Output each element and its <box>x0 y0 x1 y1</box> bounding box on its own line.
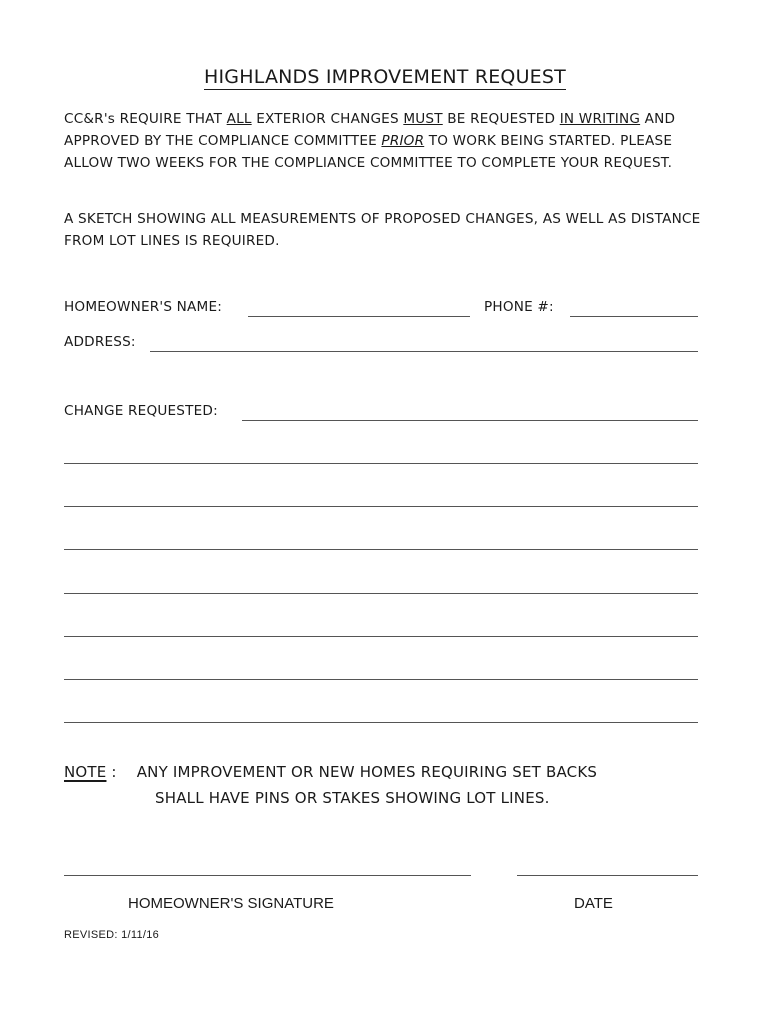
intro-emphasis-must: MUST <box>403 111 443 127</box>
homeowner-name-field[interactable] <box>248 316 470 317</box>
address-label: ADDRESS: <box>64 334 136 350</box>
date-field[interactable] <box>517 875 698 876</box>
intro-emphasis-prior: PRIOR <box>381 133 425 149</box>
intro-text: EXTERIOR CHANGES <box>251 111 404 127</box>
change-requested-continuation-line[interactable] <box>64 463 698 464</box>
intro-text: AND APPROVED BY THE COMPLIANCE COMMITTEE <box>64 111 676 149</box>
intro-text: BE REQUESTED <box>442 111 560 127</box>
change-requested-continuation-line[interactable] <box>64 722 698 723</box>
intro-emphasis-in-writing: IN WRITING <box>559 111 641 127</box>
homeowner-signature-field[interactable] <box>64 875 471 876</box>
form-title-text: HIGHLANDS IMPROVEMENT REQUEST <box>204 66 566 88</box>
change-requested-field[interactable] <box>242 420 698 421</box>
revised-date: REVISED: 1/11/16 <box>64 929 160 941</box>
homeowner-name-label: HOMEOWNER'S NAME: <box>64 299 223 315</box>
change-requested-continuation-line[interactable] <box>64 593 698 594</box>
date-label: DATE <box>574 895 613 912</box>
change-requested-continuation-line[interactable] <box>64 636 698 637</box>
phone-label: PHONE #: <box>484 299 554 315</box>
phone-field[interactable] <box>570 316 698 317</box>
note-text-2: SHALL HAVE PINS OR STAKES SHOWING LOT LINES. <box>155 789 550 807</box>
change-requested-continuation-line[interactable] <box>64 549 698 550</box>
note-line-1 <box>64 763 597 781</box>
change-requested-continuation-line[interactable] <box>64 506 698 507</box>
note-text-1: ANY IMPROVEMENT OR NEW HOMES REQUIRING SET BACKS <box>136 763 598 781</box>
change-requested-continuation-line[interactable] <box>64 679 698 680</box>
note-heading: NOTE <box>64 763 107 781</box>
address-field[interactable] <box>150 351 698 352</box>
intro-text: TO WORK BEING STARTED. PLEASE ALLOW TWO WEEKS FOR THE COMPLIANCE COMMITTEE TO COMPLETE YOUR REQUEST. <box>64 133 673 171</box>
note-separator: : <box>106 763 117 781</box>
form-title <box>0 66 770 88</box>
change-requested-label: CHANGE REQUESTED: <box>64 403 218 419</box>
intro-paragraph <box>64 108 704 174</box>
intro-emphasis-all: ALL <box>226 111 252 127</box>
intro-text: CC&R's REQUIRE THAT <box>64 111 227 127</box>
sketch-requirement-paragraph: A SKETCH SHOWING ALL MEASUREMENTS OF PROPOSED CHANGES, AS WELL AS DISTANCE FROM LOT LINES IS REQUIRED. <box>64 211 701 249</box>
homeowner-signature-label: HOMEOWNER'S SIGNATURE <box>128 895 334 912</box>
